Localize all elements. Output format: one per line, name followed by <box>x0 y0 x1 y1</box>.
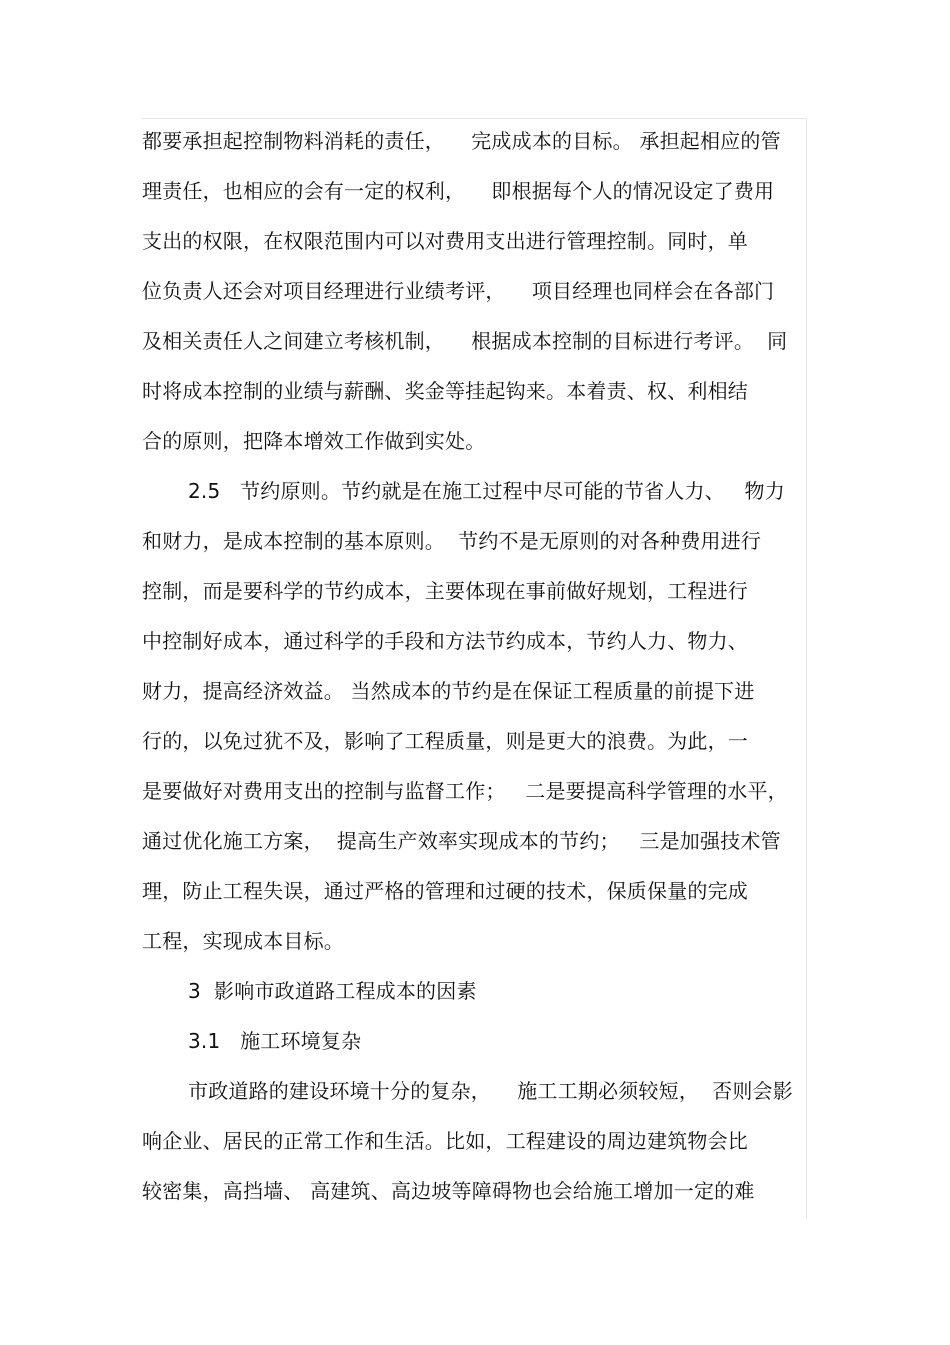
text-line: 都要承担起控制物料消耗的责任， 完成成本的目标。 承担起相应的管 <box>142 129 781 153</box>
text-line: 理责任，也相应的会有一定的权利， 即根据每个人的情况设定了费用 <box>142 179 775 203</box>
text-line: 支出的权限，在权限范围内可以对费用支出进行管理控制。同时，单 <box>142 229 748 253</box>
text-line: 控制，而是要科学的节约成本，主要体现在事前做好规划，工程进行 <box>142 579 748 603</box>
text-line: 及相关责任人之间建立考核机制， 根据成本控制的目标进行考评。 同 <box>142 329 788 353</box>
text-line: 位负责人还会对项目经理进行业绩考评， 项目经理也同样会在各部门 <box>142 279 775 303</box>
text-line: 通过优化施工方案， 提高生产效率实现成本的节约； 三是加强技术管 <box>142 829 781 853</box>
text-line: 中控制好成本，通过科学的手段和方法节约成本，节约人力、物力、 <box>142 629 748 653</box>
text-line: 是要做好对费用支出的控制与监督工作； 二是要提高科学管理的水平， <box>142 779 788 803</box>
section-heading-3: 3 影响市政道路工程成本的因素 <box>188 979 477 1003</box>
text-line: 响企业、居民的正常工作和生活。比如，工程建设的周边建筑物会比 <box>142 1129 748 1153</box>
text-line: 财力，提高经济效益。 当然成本的节约是在保证工程质量的前提下进 <box>142 679 755 703</box>
section-heading-2-5: 2.5 节约原则。节约就是在施工过程中尽可能的节省人力、 物力 <box>188 479 785 503</box>
text-line: 市政道路的建设环境十分的复杂， 施工工期必须较短， 否则会影 <box>188 1079 793 1103</box>
text-line: 和财力，是成本控制的基本原则。 节约不是无原则的对各种费用进行 <box>142 529 762 553</box>
section-heading-3-1: 3.1 施工环境复杂 <box>188 1029 362 1053</box>
text-line: 行的，以免过犹不及，影响了工程质量，则是更大的浪费。为此，一 <box>142 729 748 753</box>
text-line: 工程，实现成本目标。 <box>142 929 344 953</box>
text-line: 合的原则，把降本增效工作做到实处。 <box>142 429 486 453</box>
text-line: 理，防止工程失误，通过严格的管理和过硬的技术，保质保量的完成 <box>142 879 748 903</box>
text-line: 较密集，高挡墙、 高建筑、高边坡等障碍物也会给施工增加一定的难 <box>142 1179 755 1203</box>
text-line: 时将成本控制的业绩与薪酬、奖金等挂起钩来。本着责、权、利相结 <box>142 379 748 403</box>
